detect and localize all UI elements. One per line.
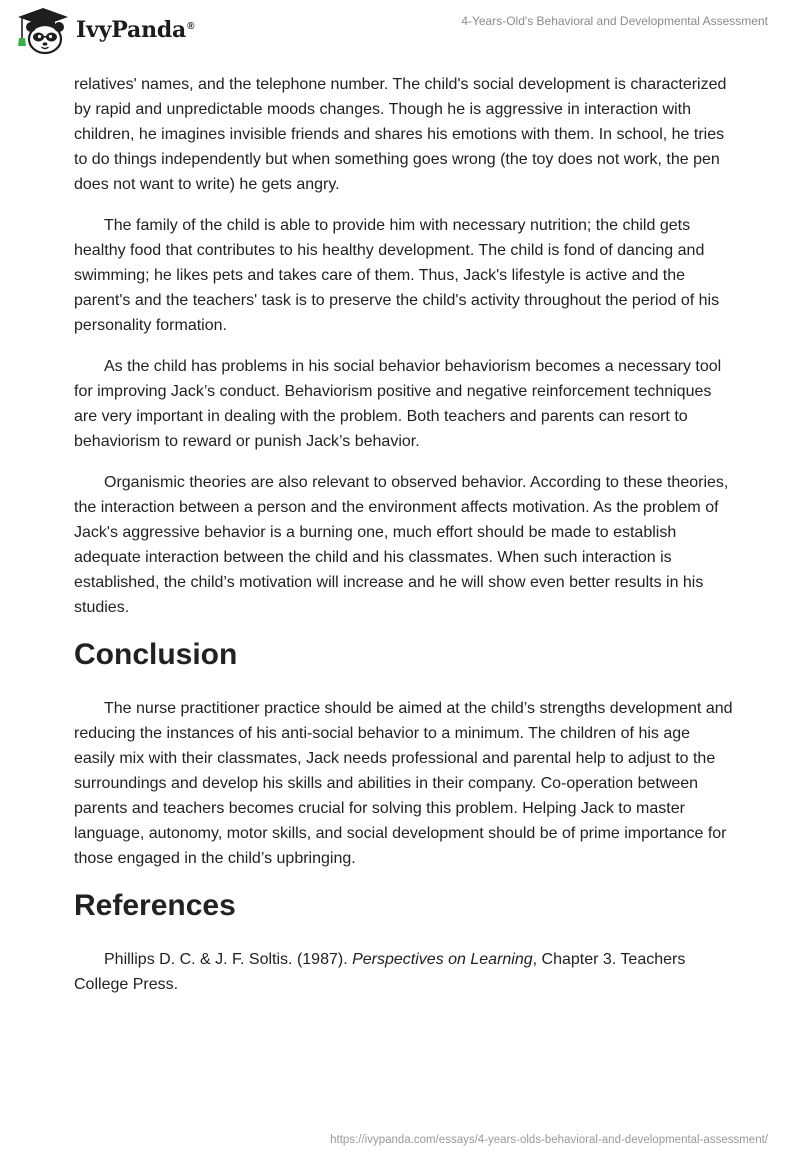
reference-title: Perspectives on Learning bbox=[352, 951, 533, 968]
source-url[interactable]: https://ivypanda.com/essays/4-years-olds-behavioral-and-developmental-assessment/ bbox=[330, 1134, 768, 1146]
reference-authors: Phillips D. C. & J. F. Soltis. (1987). bbox=[104, 951, 348, 968]
references-heading: References bbox=[74, 889, 236, 922]
document-title: 4-Years-Old's Behavioral and Developmental Assessment bbox=[461, 14, 768, 28]
brand-logo[interactable] bbox=[14, 6, 194, 56]
reference-entry bbox=[74, 947, 734, 997]
conclusion-heading: Conclusion bbox=[74, 638, 238, 671]
brand-name-text: IvyPanda bbox=[76, 17, 187, 43]
brand-name bbox=[76, 17, 194, 43]
page-header bbox=[0, 0, 800, 70]
body-paragraph: relatives' names, and the telephone number. The child's social development is characterized by rapid and unpredictable moods changes. Though he is aggressive in interaction with children, he imagines invisible friends and shares his emotions with them. In school, he tries to do things independently but when something goes wrong (the toy does not work, the pen does not want to write) he gets angry. bbox=[74, 76, 727, 193]
body-paragraph: Organismic theories are also relevant to observed behavior. According to these theories, the interaction between a person and the environment affects motivation. As the problem of Jack's aggressive behavior is a burning one, much effort should be made to establish adequate interaction between the child and his classmates. When such interaction is established, the child’s motivation will increase and he will show even better results in his studies. bbox=[74, 474, 729, 616]
conclusion-paragraph: The nurse practitioner practice should be aimed at the child’s strengths development and reducing the instances of his anti-social behavior to a minimum. The children of his age easily mix with their classmates, Jack needs professional and parental help to adjust to the surroundings and develop his skills and abilities in their company. Co-operation between parents and teachers becomes crucial for solving this problem. Helping Jack to master language, autonomy, motor skills, and social development should be of prime importance for those engaged in the child’s upbringing. bbox=[74, 700, 733, 867]
body-paragraph: As the child has problems in his social behavior behaviorism becomes a necessary tool for improving Jack’s conduct. Behaviorism positive and negative reinforcement techniques are very important in dealing with the problem. Both teachers and parents can resort to behaviorism to reward or punish Jack’s behavior. bbox=[74, 358, 722, 450]
body-paragraph: The family of the child is able to provide him with necessary nutrition; the child gets healthy food that contributes to his healthy development. The child is fond of dancing and swimming; he likes pets and takes care of them. Thus, Jack's lifestyle is active and the parent's and the teachers' task is to preserve the child's activity throughout the period of his personality formation. bbox=[74, 217, 720, 334]
panda-graduate-icon bbox=[14, 6, 72, 56]
reference-details: , Chapter 3. Teachers College Press. bbox=[74, 951, 686, 993]
registered-mark: ® bbox=[187, 20, 195, 32]
essay-content bbox=[74, 72, 734, 1013]
